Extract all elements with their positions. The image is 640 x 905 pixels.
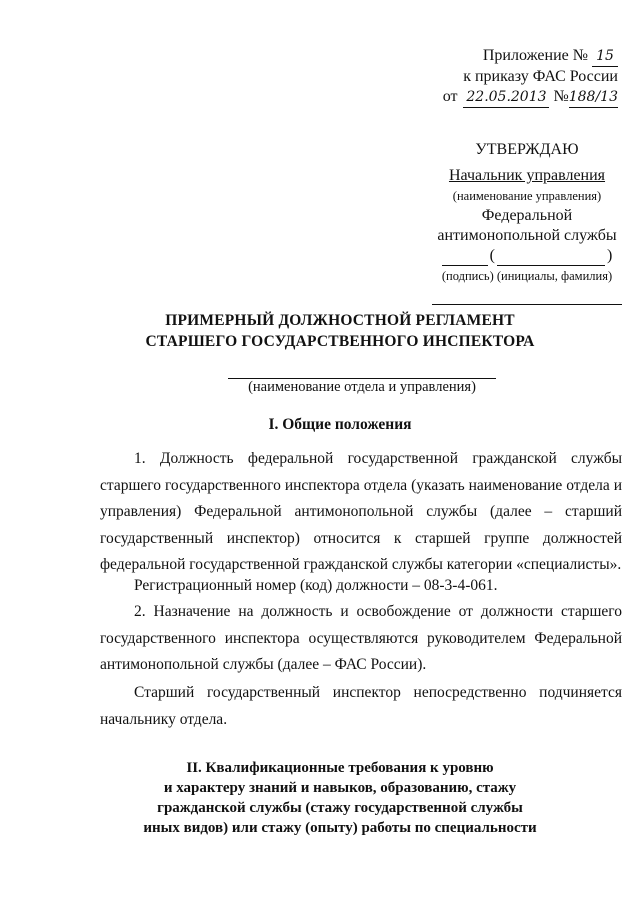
paragraph-1: 1. Должность федеральной государственной гражданской службы старшего государственного инспектора отдела (указать наименование отдела и управления) Федеральной антимонопольной службы (далее – старший государственный инспектор) относится к старшей группе должностей федеральной государственной гражданской службы категории «специалисты». (100, 450, 622, 573)
section-2-line-3: гражданской службы (стажу государственной службы (157, 800, 523, 816)
section-2-line-2: и характеру знаний и навыков, образованию, стажу (163, 780, 517, 796)
date-blank-line (432, 290, 622, 305)
signature-open-paren: ( (489, 247, 495, 264)
appendix-line-3 (418, 87, 618, 108)
appendix-order-ref: к приказу ФАС России (463, 68, 618, 85)
paragraph-reg-number: Регистрационный номер (код) должности – 08-3-4-061. (134, 577, 498, 594)
name-blank (497, 251, 605, 266)
signature-close-paren: ) (607, 247, 613, 264)
approval-position-caption: (наименование управления) (452, 189, 602, 203)
appendix-line-1 (418, 46, 618, 67)
title-line-2: СТАРШЕГО ГОСУДАРСТВЕННОГО ИНСПЕКТОРА (145, 333, 535, 350)
approval-block (432, 140, 622, 305)
paragraph-subordination: Старший государственный инспектор непосредственно подчиняется начальнику отдела. (100, 684, 622, 728)
approval-heading: УТВЕРЖДАЮ (475, 141, 579, 158)
approval-org-line-1: Федеральной (481, 207, 573, 224)
signature-line (432, 246, 622, 266)
order-date-handwritten: 22.05.2013 (463, 87, 549, 108)
section-2-heading (110, 758, 570, 838)
appendix-block (418, 46, 618, 108)
appendix-label: Приложение № (482, 47, 588, 64)
dept-caption: (наименование отдела и управления) (248, 379, 476, 395)
section-1-heading: I. Общие положения (268, 416, 412, 433)
section-2-line-4: иных видов) или стажу (опыту) работы по специальности (143, 820, 537, 836)
appendix-no-sign: № (553, 88, 569, 105)
approval-position: Начальник управления (448, 167, 606, 184)
order-number-handwritten: 188/13 (569, 87, 618, 108)
section-2-line-1: II. Квалификационные требования к уровню (186, 760, 494, 776)
signature-blank (442, 251, 488, 266)
appendix-ot: от (442, 88, 458, 105)
approval-org-line-2: антимонопольной службы (437, 227, 617, 244)
signature-caption: (подпись) (инициалы, фамилия) (441, 269, 613, 283)
document-title (100, 310, 580, 352)
paragraph-2: 2. Назначение на должность и освобождение от должности старшего государственного инспектора осуществляются руководителем Федеральной антимонопольной службы (далее – ФАС России). (100, 603, 622, 673)
appendix-number-handwritten: 15 (592, 46, 618, 67)
title-line-1: ПРИМЕРНЫЙ ДОЛЖНОСТНОЙ РЕГЛАМЕНТ (165, 312, 515, 329)
